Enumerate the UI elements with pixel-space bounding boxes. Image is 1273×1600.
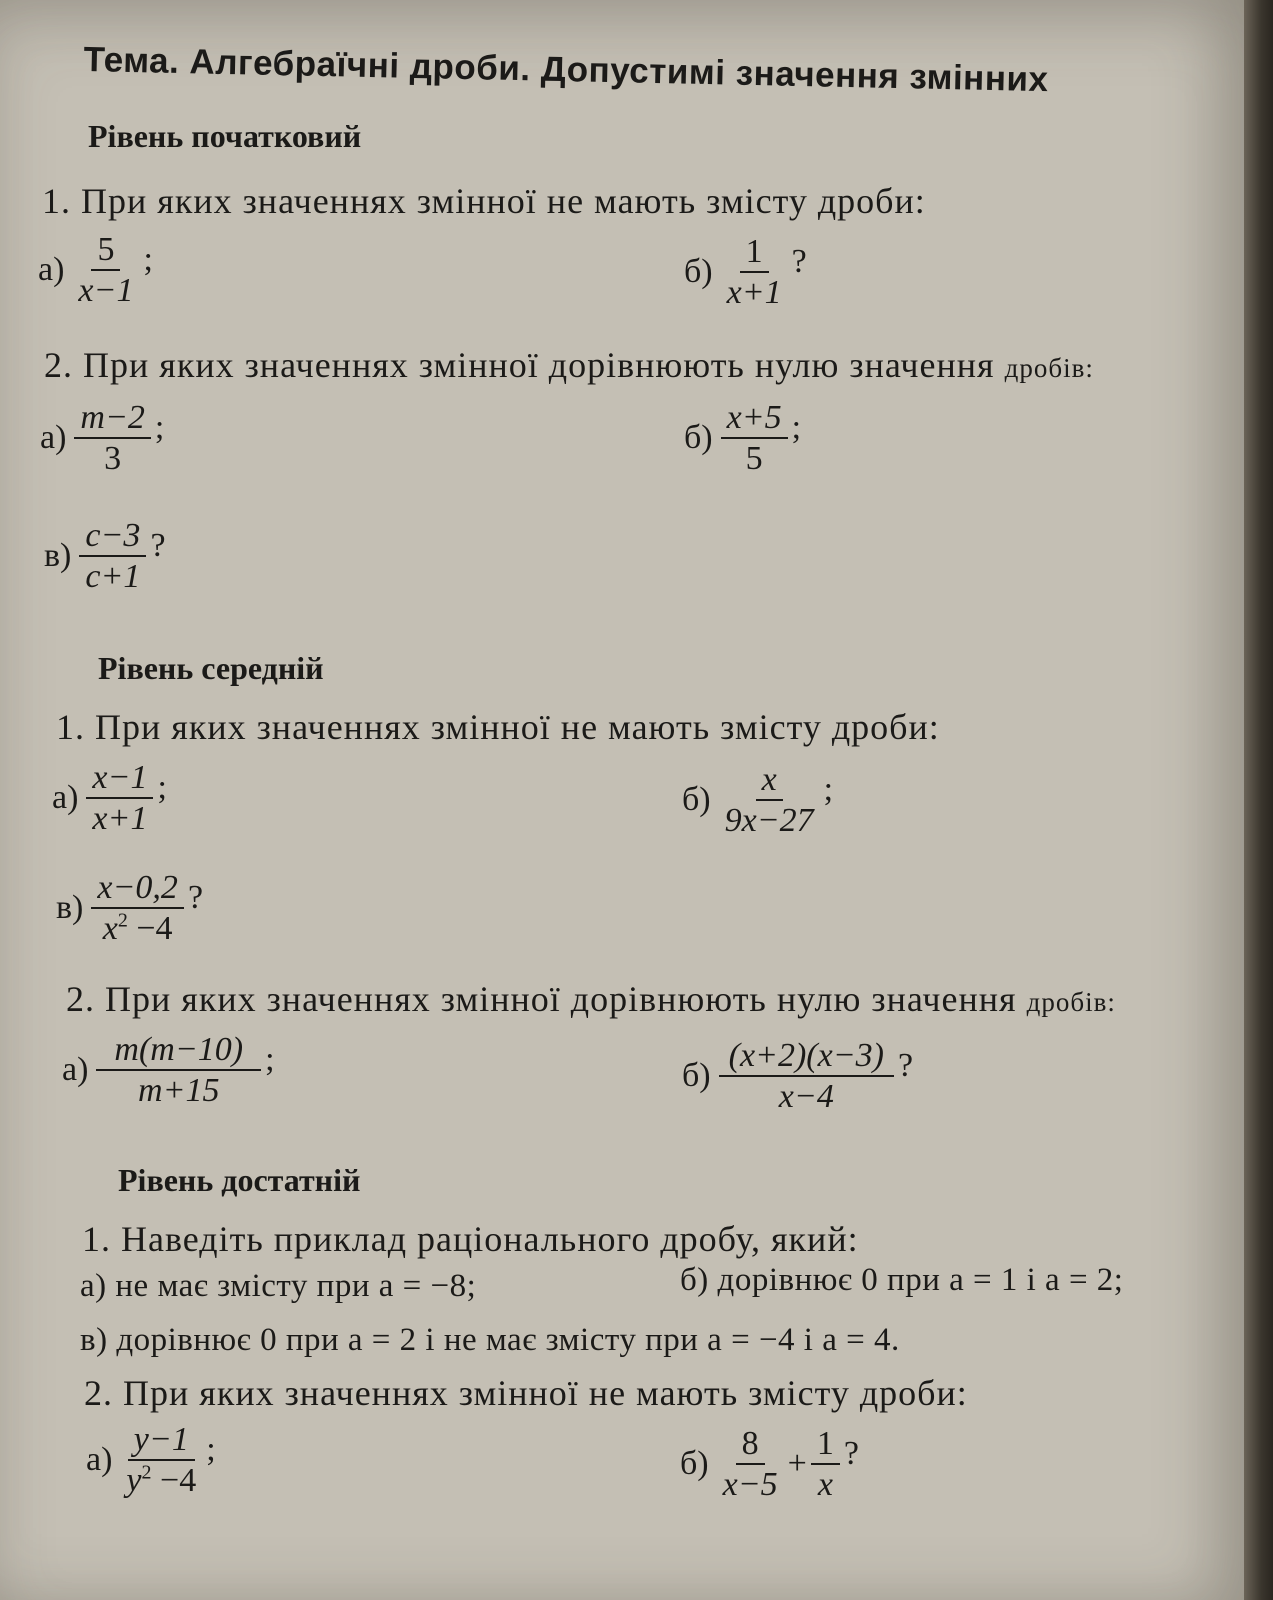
fraction <box>74 398 151 478</box>
middle-q2-b <box>682 1036 913 1116</box>
denominator: 3 <box>104 440 122 478</box>
sufficient-q2-b <box>680 1424 859 1504</box>
fraction <box>72 230 139 310</box>
numerator: 5 <box>91 230 120 271</box>
middle-q1-text: 1. При яких значеннях змінної не мають змісту дроби: <box>56 707 940 747</box>
sufficient-q2-text: 2. При яких значеннях змінної не мають змісту дроби: <box>84 1373 968 1413</box>
denominator: x−4 <box>778 1078 834 1116</box>
fraction-2 <box>811 1424 840 1504</box>
item-label: а) <box>62 1051 89 1089</box>
level-sufficient-title: Рівень достатній <box>118 1162 361 1198</box>
item-label: а) <box>40 419 67 457</box>
numerator: y−1 <box>128 1420 195 1461</box>
sufficient-q1-text: 1. Наведіть приклад раціонального дробу, який: <box>82 1219 859 1259</box>
numerator: m−2 <box>74 398 151 439</box>
denominator-exponent: 2 <box>117 909 128 932</box>
numerator: x−1 <box>86 758 153 799</box>
sufficient-q1-c: в) дорівнює 0 при a = 2 і не має змісту при a = −4 і a = 4. <box>80 1322 900 1358</box>
punctuation: ; <box>206 1431 216 1469</box>
sufficient-q2-a <box>86 1420 216 1500</box>
item-label: в) <box>44 537 72 575</box>
punctuation: ; <box>265 1041 275 1079</box>
denominator: c+1 <box>85 558 141 596</box>
middle-q1-b <box>682 760 833 840</box>
initial-q1-text: 1. При яких значеннях змінної не мають змісту дроби: <box>42 181 926 221</box>
numerator: 1 <box>811 1424 840 1465</box>
initial-q2-b <box>684 398 801 478</box>
denominator: m+15 <box>138 1072 220 1110</box>
initial-q2-text <box>44 344 1094 386</box>
denominator: x+1 <box>726 274 782 312</box>
middle-q2-a <box>62 1030 275 1110</box>
numerator: (x+2)(x−3) <box>719 1036 894 1077</box>
punctuation: ? <box>843 1435 859 1473</box>
denominator <box>97 909 179 948</box>
punctuation: ? <box>150 527 166 565</box>
level-initial-title: Рівень початковий <box>88 118 362 154</box>
question-tail: дробів: <box>1004 353 1094 383</box>
item-label: а) <box>86 1441 113 1479</box>
item-label: в) <box>56 889 84 927</box>
item-label: б) <box>680 1445 709 1483</box>
question-text: 2. При яких значеннях змінної дорівнюють нулю значення <box>44 345 995 385</box>
numerator: x <box>756 760 783 801</box>
question-tail: дробів: <box>1026 987 1116 1017</box>
item-label: б) <box>684 253 713 291</box>
numerator: 8 <box>736 1424 765 1465</box>
item-label: б) <box>682 1057 711 1095</box>
numerator: m(m−10) <box>96 1030 261 1071</box>
punctuation: ; <box>791 409 802 447</box>
fraction <box>91 868 184 948</box>
fraction <box>719 760 820 840</box>
item-label: б) <box>684 419 713 457</box>
punctuation: ? <box>897 1047 914 1085</box>
denominator: 9x−27 <box>724 802 814 840</box>
fraction-1 <box>717 1424 784 1504</box>
punctuation: ; <box>143 241 153 279</box>
denominator: x−1 <box>78 272 134 310</box>
denominator: x <box>817 1466 833 1504</box>
sufficient-q1-a: а) не має змісту при a = −8; <box>80 1268 477 1304</box>
denominator-exponent: 2 <box>141 1461 152 1484</box>
fraction <box>721 232 788 312</box>
denominator: 5 <box>745 440 763 478</box>
middle-q1-c <box>56 868 203 948</box>
middle-q2-text <box>66 978 1116 1020</box>
punctuation: ; <box>154 409 165 447</box>
punctuation: ; <box>157 769 167 807</box>
denominator: x+1 <box>92 800 148 838</box>
fraction <box>721 398 788 478</box>
fraction <box>96 1030 261 1110</box>
level-middle-title: Рівень середній <box>98 650 324 686</box>
initial-q1-a <box>38 230 153 310</box>
plus-operator: + <box>787 1445 807 1483</box>
book-spine <box>1244 0 1273 1600</box>
initial-q2-c <box>44 516 166 596</box>
numerator: 1 <box>740 232 769 273</box>
fraction <box>719 1036 894 1116</box>
fraction <box>120 1420 202 1500</box>
fraction <box>86 758 153 838</box>
question-text: 2. При яких значеннях змінної дорівнюють нулю значення <box>66 979 1017 1019</box>
middle-q1-a <box>52 758 167 838</box>
punctuation: ? <box>187 879 204 917</box>
sufficient-q1-b: б) дорівнює 0 при a = 1 і a = 2; <box>680 1262 1124 1298</box>
bleed-through-text <box>840 520 846 546</box>
initial-q2-a <box>40 398 164 478</box>
denominator-rest: −4 <box>151 1462 197 1500</box>
initial-q1-b <box>684 232 807 312</box>
topic-heading: Тема. Алгебраїчні дроби. Допустимі значення змінних <box>83 40 1049 100</box>
numerator: x−0,2 <box>91 868 184 909</box>
item-label: б) <box>682 781 711 819</box>
fraction <box>79 516 146 596</box>
denominator-base: y <box>126 1462 142 1500</box>
denominator-base: x <box>102 910 118 948</box>
punctuation: ? <box>791 243 807 281</box>
punctuation: ; <box>823 771 834 809</box>
denominator: x−5 <box>722 1466 778 1504</box>
numerator: c−3 <box>79 516 146 557</box>
item-label: а) <box>38 251 65 289</box>
numerator: x+5 <box>721 398 788 439</box>
denominator-rest: −4 <box>127 910 173 948</box>
denominator <box>120 1461 202 1500</box>
item-label: а) <box>52 779 79 817</box>
